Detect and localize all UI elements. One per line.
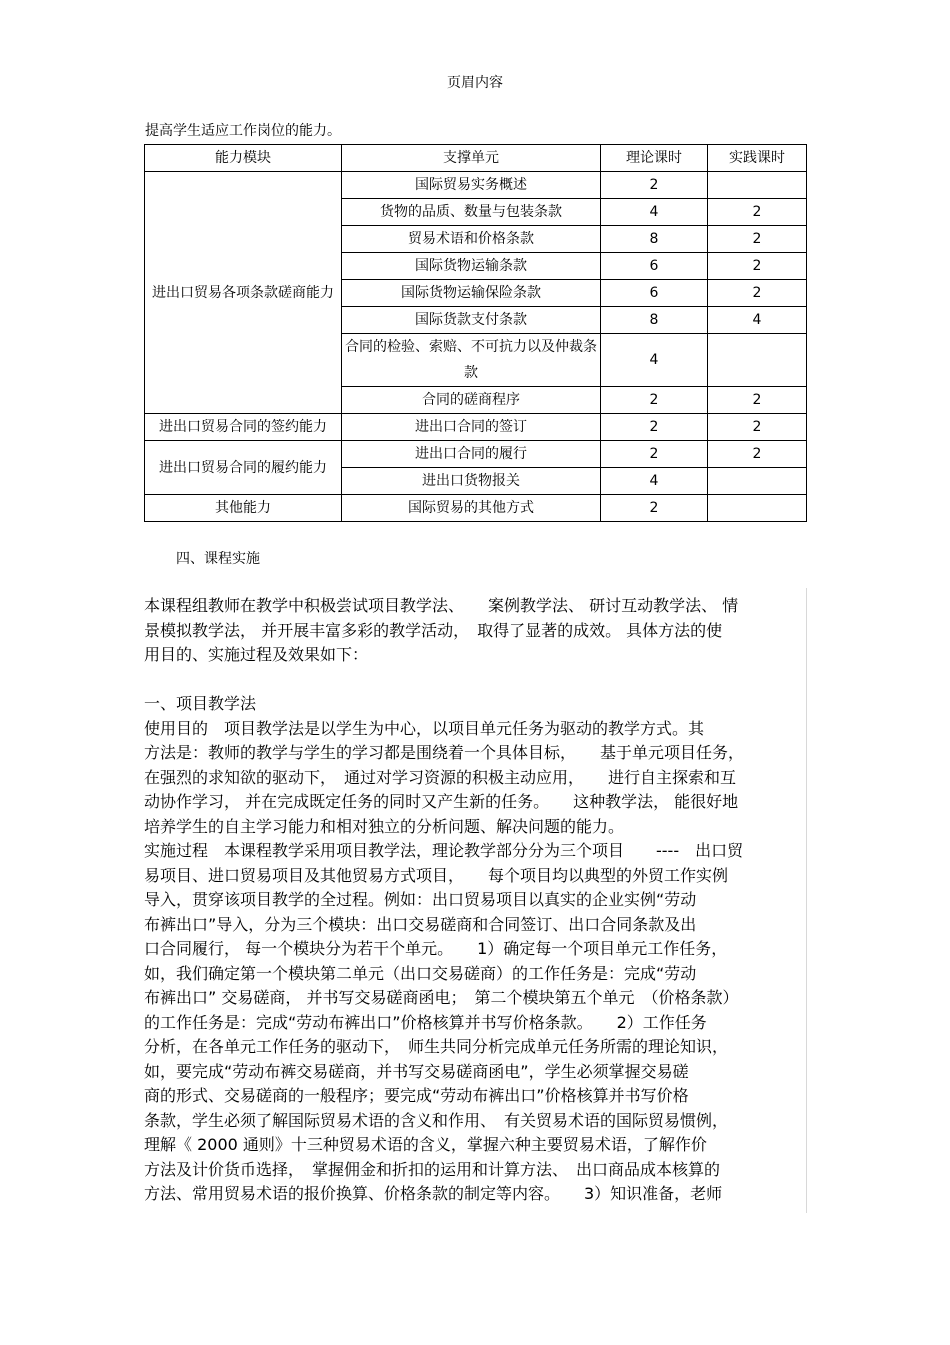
theory-cell: 8 (601, 226, 708, 253)
practice-cell: 2 (708, 199, 807, 226)
unit-cell: 进出口货物报关 (342, 468, 601, 495)
unit-cell: 国际贸易的其他方式 (342, 495, 601, 522)
body-line: 方法、常用贸易术语的报价换算、价格条款的制定等内容。 3）知识准备，老师 (144, 1184, 723, 1203)
body-line: 如，我们确定第一个模块第二单元（出口交易磋商）的工作任务是：完成“劳动 (144, 963, 697, 983)
header-practice-hours: 实践课时 (708, 145, 807, 172)
body-line: 在强烈的求知欲的驱动下， 通过对学习资源的积极主动应用， 进行自主探索和互 (144, 767, 737, 787)
body-line: 布裤出口” 交易磋商， 并书写交易磋商函电； 第二个模块第五个单元 （价格条款） (144, 988, 739, 1007)
unit-cell: 国际货物运输保险条款 (342, 280, 601, 307)
intro-sentence: 提高学生适应工作岗位的能力。 (145, 123, 341, 139)
practice-cell (708, 172, 807, 199)
body-line: 方法是：教师的教学与学生的学习都是围绕着一个具体目标， 基于单元项目任务， (144, 743, 745, 762)
practice-cell: 2 (708, 387, 807, 414)
body-line: 培养学生的自主学习能力和相对独立的分析问题、解决问题的能力。 (144, 816, 625, 836)
table-row (145, 414, 807, 441)
unit-cell: 国际货款支付条款 (342, 307, 601, 334)
body-line: 理解《 2000 通则》十三种贸易术语的含义，掌握六种主要贸易术语，了解作价 (144, 1135, 707, 1154)
unit-cell: 进出口合同的履行 (342, 441, 601, 468)
practice-cell (708, 334, 807, 387)
theory-cell: 2 (601, 387, 708, 414)
unit-cell: 国际货物运输条款 (342, 253, 601, 280)
body-line: 易项目、进口贸易项目及其他贸易方式项目， 每个项目均以典型的外贸工作实例 (144, 865, 729, 885)
body-line: 本课程组教师在教学中积极尝试项目教学法、 案例教学法、 研讨互动教学法、 情 (144, 596, 739, 615)
module-cell: 进出口贸易合同的签约能力 (145, 414, 342, 441)
unit-cell: 进出口合同的签订 (342, 414, 601, 441)
practice-cell: 2 (708, 441, 807, 468)
body-line: 如，要完成“劳动布裤交易磋商，并书写交易磋商函电”，学生必须掌握交易磋 (144, 1061, 689, 1081)
theory-cell: 6 (601, 253, 708, 280)
unit-cell: 合同的磋商程序 (342, 387, 601, 414)
header-theory-hours: 理论课时 (601, 145, 708, 172)
table-header-row (145, 145, 807, 172)
table-row (145, 441, 807, 468)
body-line: 口合同履行， 每一个模块分为若干个单元。 1）确定每一个项目单元工作任务， (144, 939, 728, 958)
body-line: 商的形式、交易磋商的一般程序；要完成“劳动布裤出口”价格核算并书写价格 (144, 1086, 689, 1105)
subsection-heading-project-teaching: 一、项目教学法 (144, 694, 257, 713)
body-line: 的工作任务是：完成“劳动布裤出口”价格核算并书写价格条款。 2）工作任务 (144, 1012, 707, 1032)
blank-line (144, 668, 808, 693)
theory-cell: 2 (601, 495, 708, 522)
practice-cell: 2 (708, 226, 807, 253)
table-row (145, 172, 807, 199)
section-heading-course-implementation: 四、课程实施 (176, 551, 260, 567)
body-line: 景模拟教学法， 并开展丰富多彩的教学活动， 取得了显著的成效。 具体方法的使 (144, 620, 723, 640)
page-header: 页眉内容 (447, 75, 503, 91)
practice-cell: 2 (708, 414, 807, 441)
body-line: 导入，贯穿该项目教学的全过程。例如：出口贸易项目以真实的企业实例“劳动 (144, 890, 697, 909)
unit-cell: 货物的品质、数量与包装条款 (342, 199, 601, 226)
body-line: 用目的、实施过程及效果如下： (144, 645, 369, 664)
unit-cell: 贸易术语和价格条款 (342, 226, 601, 253)
unit-cell: 合同的检验、索赔、不可抗力以及仲裁条款 (342, 334, 601, 387)
module-cell: 其他能力 (145, 495, 342, 522)
practice-cell: 2 (708, 280, 807, 307)
module-cell: 进出口贸易各项条款磋商能力 (145, 172, 342, 414)
body-line: 布裤出口”导入，分为三个模块：出口交易磋商和合同签订、出口合同条款及出 (144, 914, 697, 934)
practice-cell (708, 495, 807, 522)
table-row (145, 495, 807, 522)
theory-cell: 6 (601, 280, 708, 307)
theory-cell: 4 (601, 468, 708, 495)
theory-cell: 4 (601, 334, 708, 387)
theory-cell: 8 (601, 307, 708, 334)
theory-cell: 2 (601, 172, 708, 199)
theory-cell: 2 (601, 414, 708, 441)
unit-cell: 国际贸易实务概述 (342, 172, 601, 199)
body-line: 条款，学生必须了解国际贸易术语的含义和作用、 有关贸易术语的国际贸易惯例， (144, 1110, 729, 1130)
theory-cell: 4 (601, 199, 708, 226)
practice-cell: 2 (708, 253, 807, 280)
theory-cell: 2 (601, 441, 708, 468)
course-units-table (144, 144, 807, 522)
body-line: 动协作学习， 并在完成既定任务的同时又产生新的任务。 这种教学法， 能很好地 (144, 792, 739, 811)
body-line: 实施过程 本课程教学采用项目教学法，理论教学部分分为三个项目 ---- 出口贸 (144, 841, 744, 860)
module-cell: 进出口贸易合同的履约能力 (145, 441, 342, 495)
practice-cell: 4 (708, 307, 807, 334)
body-line: 使用目的 项目教学法是以学生为中心，以项目单元任务为驱动的教学方式。其 (144, 718, 705, 738)
body-line: 分析，在各单元工作任务的驱动下， 师生共同分析完成单元任务所需的理论知识， (144, 1037, 729, 1056)
body-text (144, 594, 808, 1207)
practice-cell (708, 468, 807, 495)
body-line: 方法及计价货币选择， 掌握佣金和折扣的运用和计算方法、 出口商品成本核算的 (144, 1159, 721, 1179)
header-unit: 支撑单元 (342, 145, 601, 172)
header-module: 能力模块 (145, 145, 342, 172)
